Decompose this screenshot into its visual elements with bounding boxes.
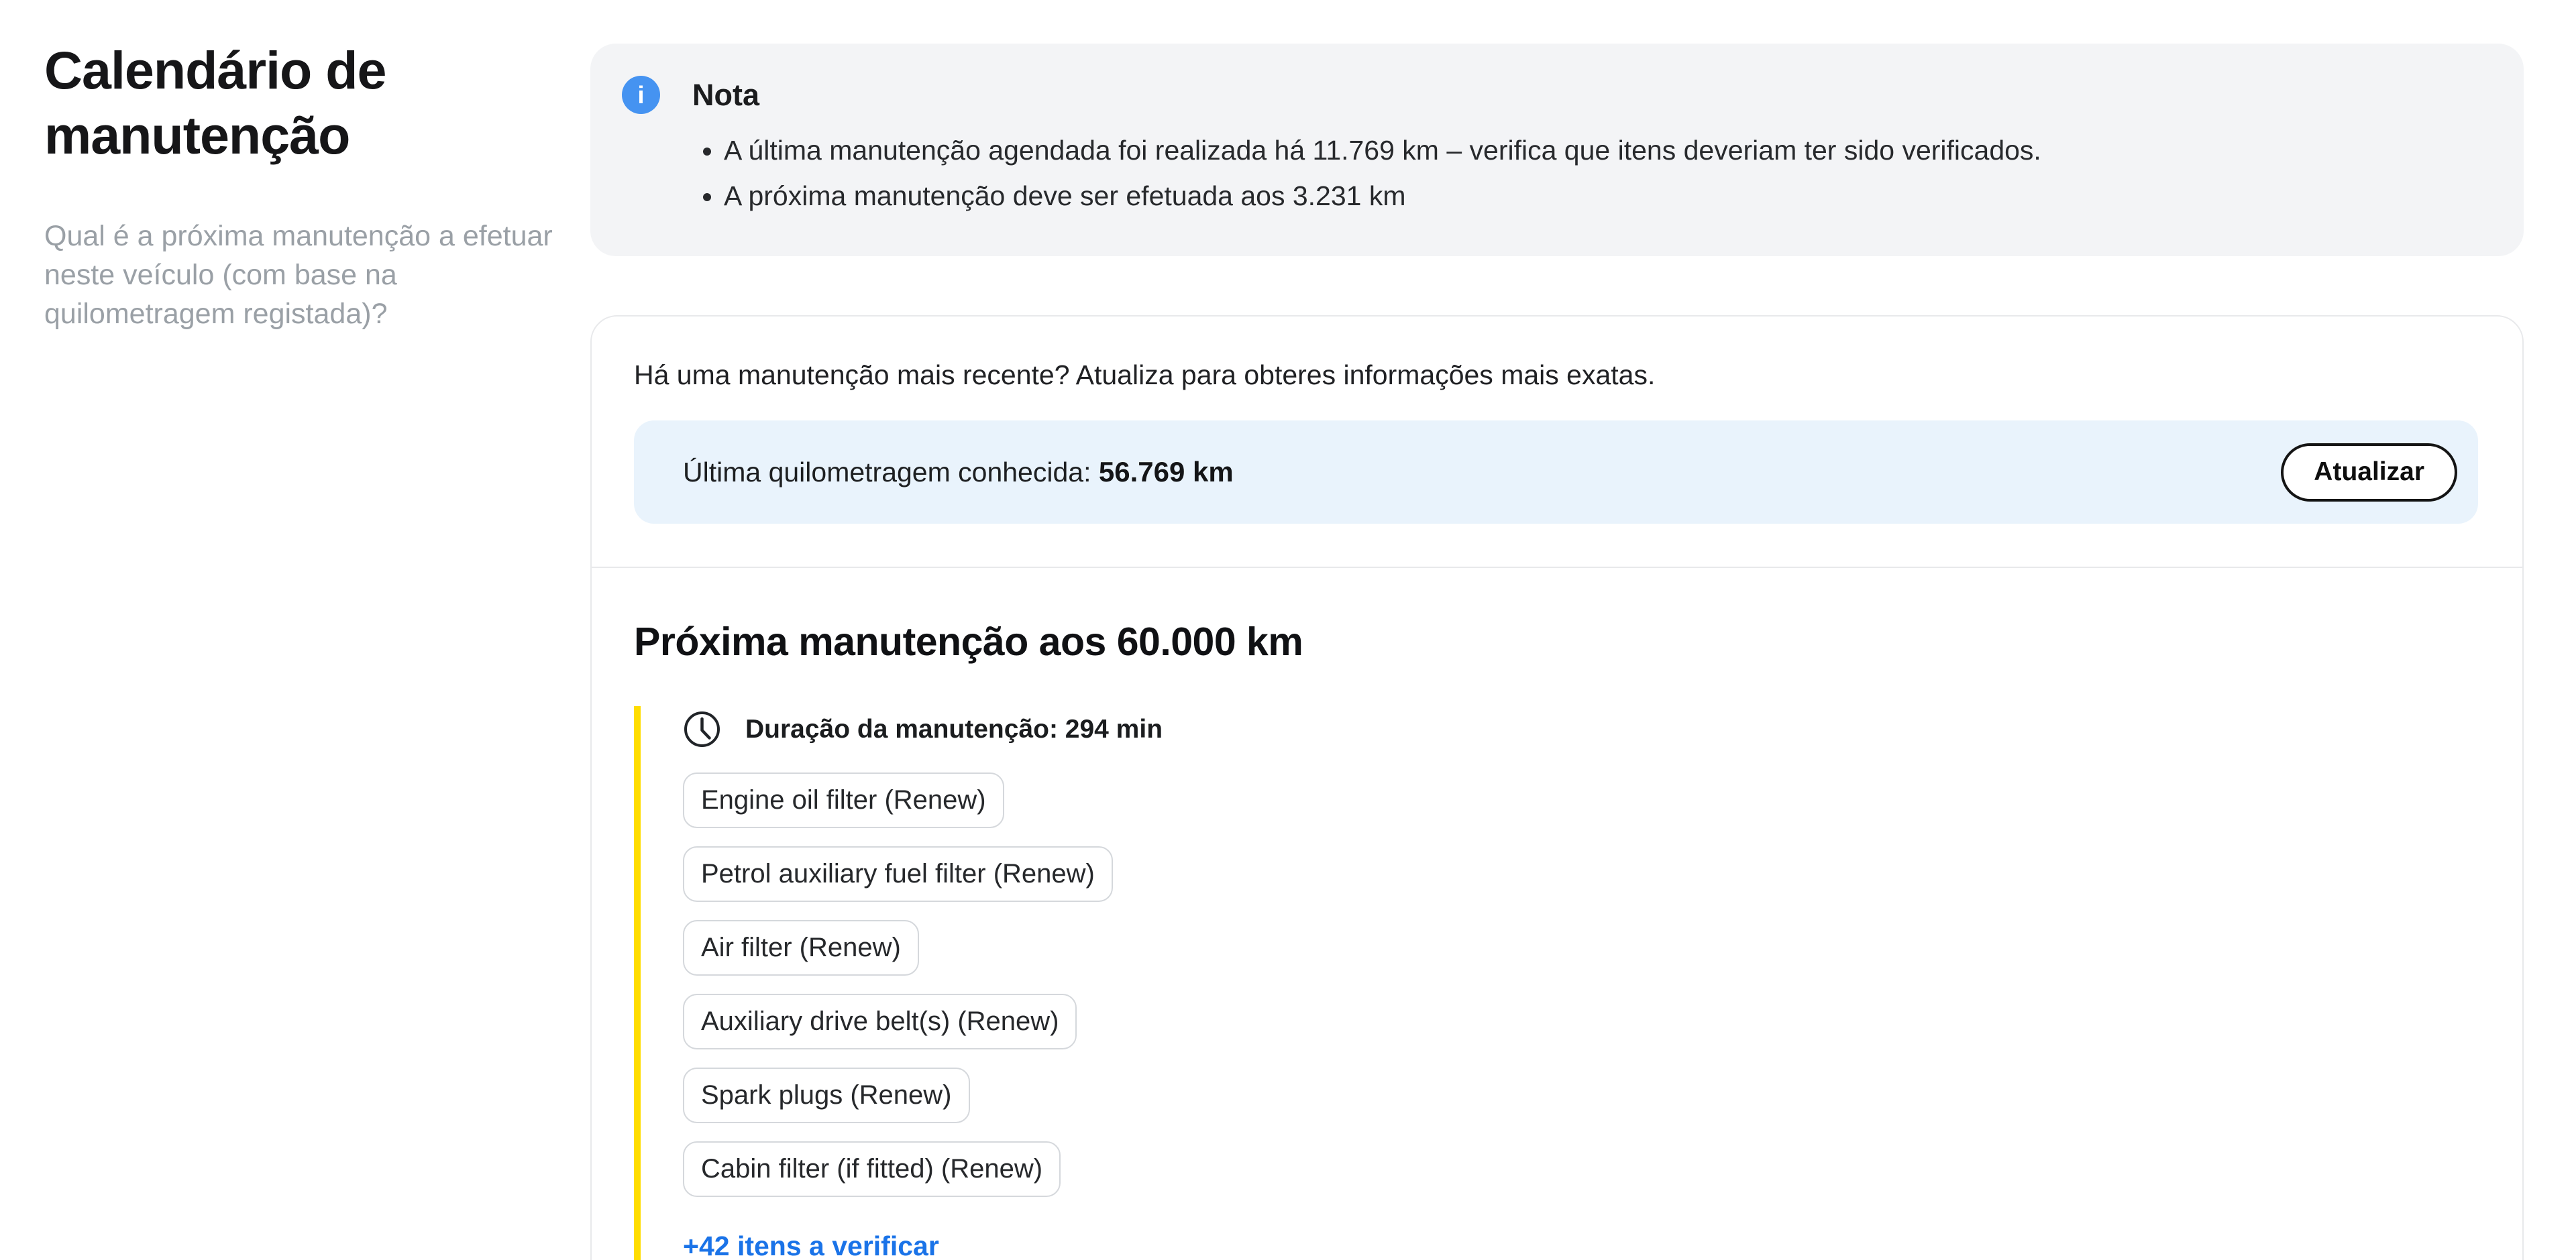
page-title: Calendário de manutenção (44, 40, 386, 166)
sidebar (44, 38, 594, 333)
duration-row (683, 710, 2478, 748)
note-header (622, 76, 2483, 114)
service-item-chip: Petrol auxiliary fuel filter (Renew) (683, 846, 1113, 902)
maintenance-card (590, 315, 2524, 1260)
odometer-value: 56.769 km (1098, 456, 1234, 488)
service-item-list (683, 772, 2478, 1197)
duration-label: Duração da manutenção: 294 min (745, 714, 1163, 744)
note-bullet: • A última manutenção agendada foi realizada há 11.769 km – verifica que itens deveriam ter sido verificados. (724, 127, 2483, 173)
clock-icon (683, 710, 721, 748)
note-title: Nota (692, 77, 759, 112)
service-details-block (634, 706, 2478, 1260)
more-items-link[interactable]: +42 itens a verificar (683, 1230, 939, 1260)
update-prompt: Há uma manutenção mais recente? Atualiza para obteres informações mais exatas. (634, 359, 1656, 391)
next-service-section (592, 568, 2522, 1260)
service-item-chip: Cabin filter (if fitted) (Renew) (683, 1141, 1061, 1197)
note-bullet-list (622, 127, 2483, 219)
note-callout (590, 44, 2524, 256)
service-item-chip: Spark plugs (Renew) (683, 1068, 970, 1123)
info-icon: i (622, 76, 660, 114)
main-content (590, 0, 2524, 1260)
odometer-banner (634, 420, 2478, 524)
mileage-update-section (592, 317, 2522, 524)
service-item-chip: Auxiliary drive belt(s) (Renew) (683, 994, 1077, 1049)
note-bullet: • A próxima manutenção deve ser efetuada aos 3.231 km (724, 173, 2483, 219)
page-subtitle: Qual é a próxima manutenção a efetuar neste veículo (com base na quilometragem registada)? (44, 220, 553, 330)
next-service-heading: Próxima manutenção aos 60.000 km (634, 620, 1303, 665)
odometer-label: Última quilometragem conhecida: (683, 457, 1099, 488)
odometer-text (683, 456, 2281, 488)
service-item-chip: Air filter (Renew) (683, 920, 919, 976)
update-button[interactable]: Atualizar (2281, 443, 2457, 502)
service-item-chip: Engine oil filter (Renew) (683, 772, 1004, 828)
